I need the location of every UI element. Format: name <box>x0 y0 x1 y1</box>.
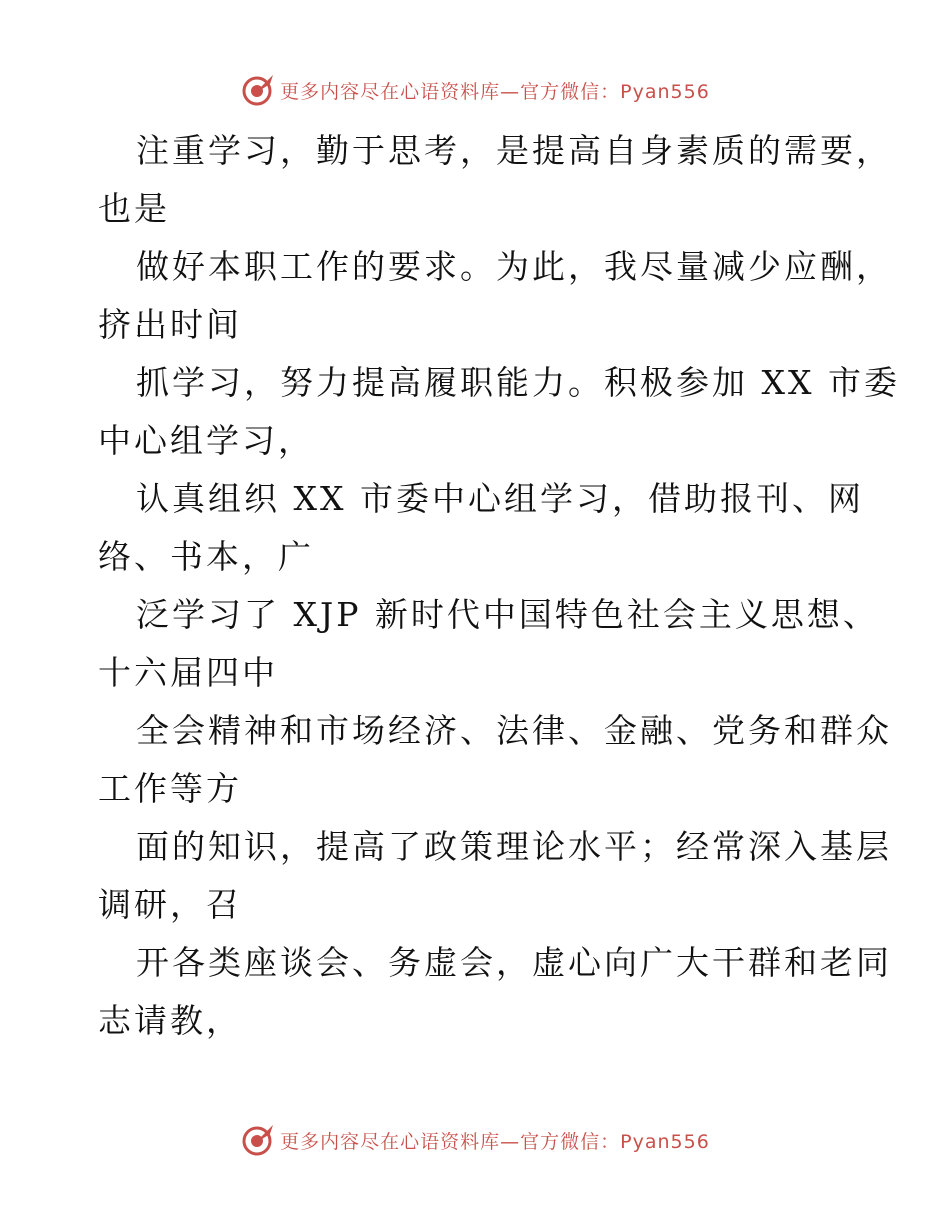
text-line: 认真组织 XX 市委中心组学习，借助报刊、网 <box>136 479 864 518</box>
text-line: 注重学习，勤于思考，是提高自身素质的需要， <box>136 131 892 170</box>
text-line: 中心组学习， <box>98 421 314 460</box>
text-line: 工作等方 <box>98 769 242 808</box>
text-line: 调研，召 <box>98 885 242 924</box>
footer-banner <box>0 1120 950 1160</box>
document-body <box>98 122 900 1050</box>
text-line: 络、书本，广 <box>98 537 314 576</box>
footer-wechat-text: 官方微信：Pyan556 <box>520 1130 710 1153</box>
header-banner <box>0 70 950 110</box>
text-line: 挤出时间 <box>98 305 242 344</box>
text-line: 志请教， <box>98 1001 242 1040</box>
text-line: 全会精神和市场经济、法律、金融、党务和群众 <box>136 711 892 750</box>
quill-logo-icon <box>240 1122 276 1158</box>
footer-site-text: 更多内容尽在心语资料库— <box>280 1130 521 1153</box>
text-line: 面的知识，提高了政策理论水平；经常深入基层 <box>136 827 892 866</box>
text-line: 十六届四中 <box>98 653 278 692</box>
text-line: 也是 <box>98 189 170 228</box>
quill-logo-icon <box>240 72 276 108</box>
text-line: 做好本职工作的要求。为此，我尽量减少应酬， <box>136 247 892 286</box>
text-line: 抓学习，努力提高履职能力。积极参加 XX 市委 <box>136 363 900 402</box>
text-line: 泛学习了 XJP 新时代中国特色社会主义思想、 <box>136 595 879 634</box>
header-site-text: 更多内容尽在心语资料库— <box>280 80 521 103</box>
text-line: 开各类座谈会、务虚会，虚心向广大干群和老同 <box>136 943 892 982</box>
header-wechat-text: 官方微信：Pyan556 <box>520 80 710 103</box>
